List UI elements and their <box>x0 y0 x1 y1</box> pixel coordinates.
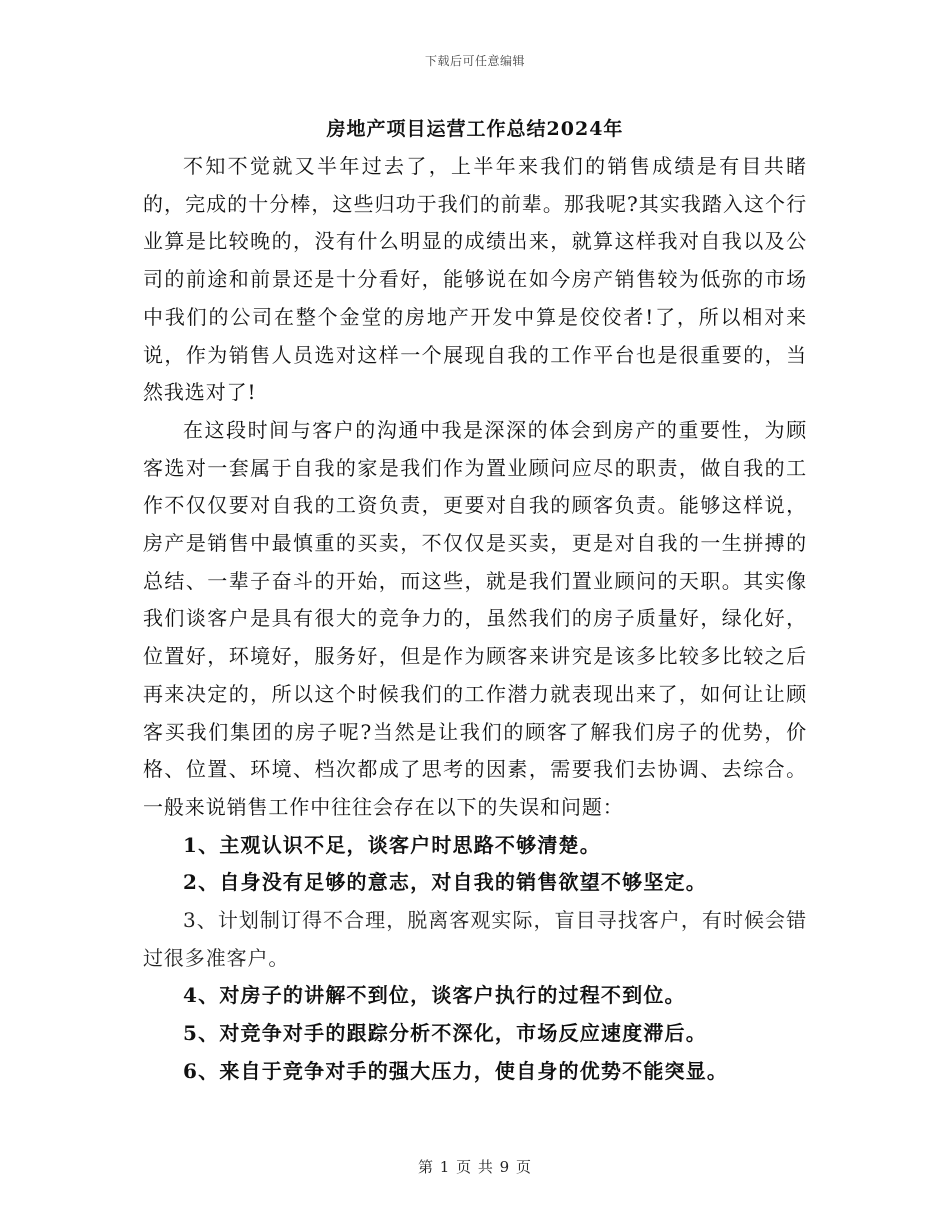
list-item-3: 3、计划制订得不合理，脱离客观实际，盲目寻找客户，有时候会错过很多准客户。 <box>143 908 807 970</box>
list-item-4: 4、对房子的讲解不到位，谈客户执行的过程不到位。 <box>183 983 686 1008</box>
list-item-1: 1、主观认识不足，谈客户时思路不够清楚。 <box>183 832 601 857</box>
document-body <box>143 148 807 1091</box>
list-item-5: 5、对竞争对手的跟踪分析不深化，市场反应速度滞后。 <box>183 1021 707 1046</box>
document-title: 房地产项目运营工作总结2024年 <box>326 118 624 140</box>
list-item-6: 6、来自于竞争对手的强大压力，使自身的优势不能突显。 <box>183 1058 729 1083</box>
body-paragraph-2: 在这段时间与客户的沟通中我是深深的体会到房产的重要性，为顾客选对一套属于自我的家是我们作为置业顾问应尽的职责，做自我的工作不仅仅要对自我的工资负责，更要对自我的顾客负责。能够这样说，房产是销售中最慎重的买卖，不仅仅是买卖，更是对自我的一生拼搏的总结、一辈子奋斗的开始，而这些，就是我们置业顾问的天职。其实像我们谈客户是具有很大的竞争力的，虽然我们的房子质量好，绿化好，位置好，环境好，服务好，但是作为顾客来讲究是该多比较多比较之后再来决定的，所以这个时候我们的工作潜力就表现出来了，如何让让顾客买我们集团的房子呢?当然是让我们的顾客了解我们房子的优势，价格、位置、环境、档次都成了思考的因素，需要我们去协调、去综合。一般来说销售工作中往往会存在以下的失误和问题： <box>143 417 807 819</box>
list-item-2: 2、自身没有足够的意志，对自我的销售欲望不够坚定。 <box>183 870 707 895</box>
page-number-footer: 第 1 页 共 9 页 <box>418 1158 532 1176</box>
page-header: 下载后可任意编辑 <box>424 54 525 68</box>
body-paragraph-1: 不知不觉就又半年过去了，上半年来我们的销售成绩是有目共睹的，完成的十分棒，这些归功于我们的前辈。那我呢?其实我踏入这个行业算是比较晚的，没有什么明显的成绩出来，就算这样我对自我以及公司的前途和前景还是十分看好，能够说在如今房产销售较为低弥的市场中我们的公司在整个金堂的房地产开发中算是佼佼者!了，所以相对来说，作为销售人员选对这样一个展现自我的工作平台也是很重要的，当然我选对了! <box>143 154 807 405</box>
